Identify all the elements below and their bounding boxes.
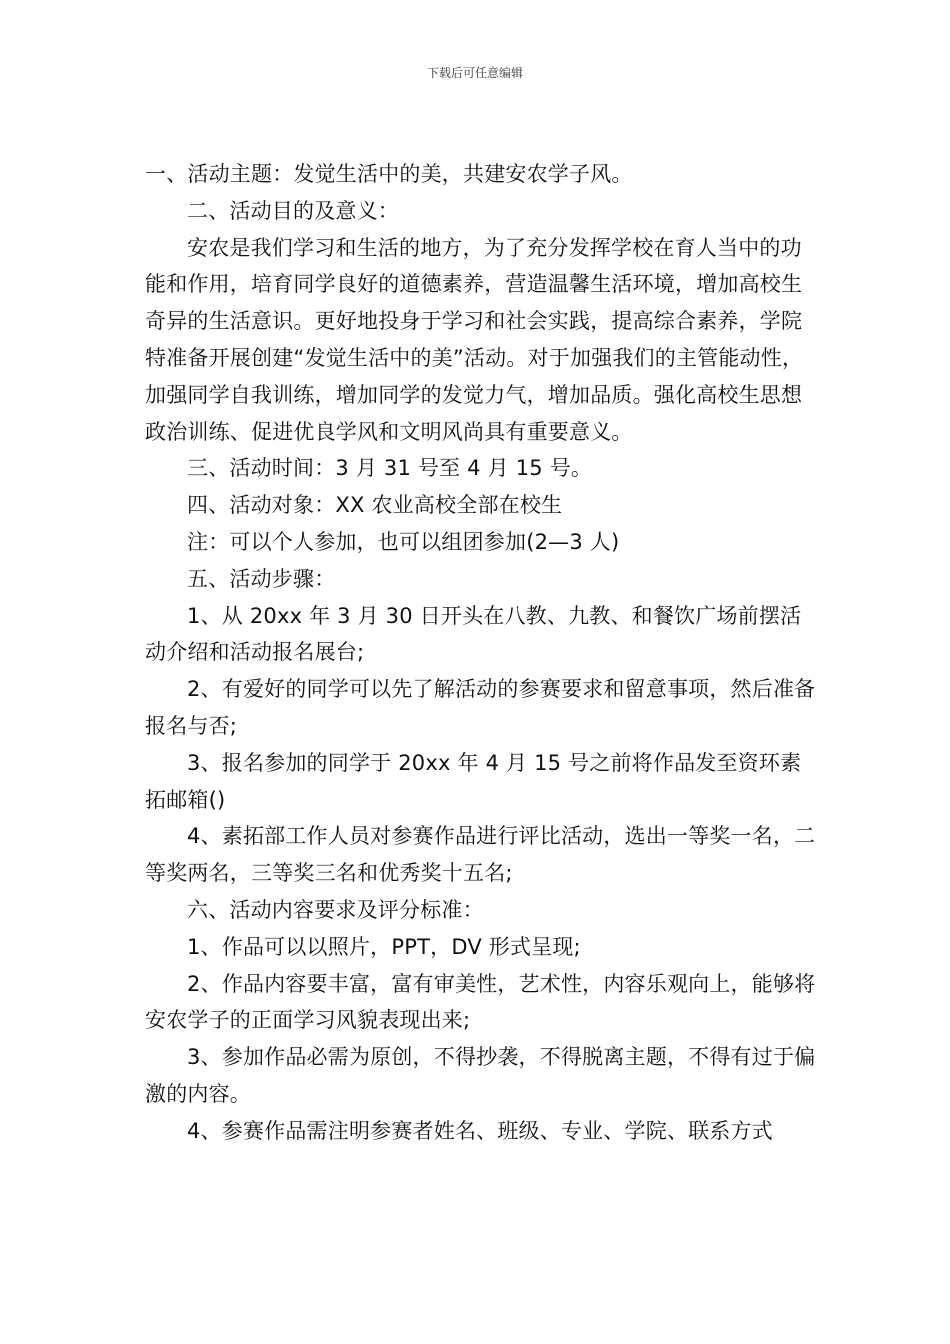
paragraph-target: 四、活动对象：XX 农业高校全部在校生 [187, 493, 563, 518]
paragraph-time: 三、活动时间：3 月 31 号至 4 月 15 号。 [187, 456, 593, 481]
paragraph-purpose-body: 安农是我们学习和生活的地方，为了充分发挥学校在育人当中的功能和作用，培育同学良好的道德素养，营造温馨生活环境，增加高校生奇异的生活意识。更好地投身于学习和社会实践，提高综合素养，学院特准备开展创建“发觉生活中的美”活动。对于加强我们的主管能动性，加强同学自我训练，增加同学的发觉力气，增加品质。强化高校生思想政治训练、促进优良学风和文明风尚具有重要意义。 [145, 235, 804, 444]
paragraph-theme: 一、活动主题：发觉生活中的美，共建安农学子风。 [145, 162, 633, 186]
paragraph-step-1: 1、从 20xx 年 3 月 30 日开头在八教、九教、和餐饮广场前摆活动介绍和活动报名展台; [145, 603, 802, 665]
paragraph-requirements-heading: 六、活动内容要求及评分标准： [187, 897, 484, 922]
paragraph-requirement-2: 2、作品内容要丰富，富有审美性，艺术性，内容乐观向上，能够将安农学子的正面学习风貌表现出来; [145, 971, 816, 1033]
page-header-note: 下载后可任意编辑 [426, 66, 523, 80]
paragraph-requirement-1: 1、作品可以以照片，PPT，DV 形式呈现; [187, 934, 581, 959]
paragraph-requirement-3: 3、参加作品必需为原创，不得抄袭，不得脱离主题，不得有过于偏激的内容。 [145, 1045, 816, 1106]
paragraph-purpose-heading: 二、活动目的及意义： [187, 198, 399, 223]
paragraph-steps-heading: 五、活动步骤： [187, 566, 336, 591]
paragraph-note: 注：可以个人参加，也可以组团参加(2—3 人) [187, 529, 620, 554]
paragraph-step-3: 3、报名参加的同学于 20xx 年 4 月 15 号之前将作品发至资环素拓邮箱() [145, 750, 802, 812]
paragraph-requirement-4: 4、参赛作品需注明参赛者姓名、班级、专业、学院、联系方式 [187, 1118, 773, 1143]
paragraph-step-2: 2、有爱好的同学可以先了解活动的参赛要求和留意事项，然后准备报名与否; [145, 677, 816, 738]
document-body [145, 156, 820, 1150]
paragraph-step-4: 4、素拓部工作人员对参赛作品进行评比活动，选出一等奖一名，二等奖两名，三等奖三名和优秀奖十五名; [145, 824, 816, 886]
